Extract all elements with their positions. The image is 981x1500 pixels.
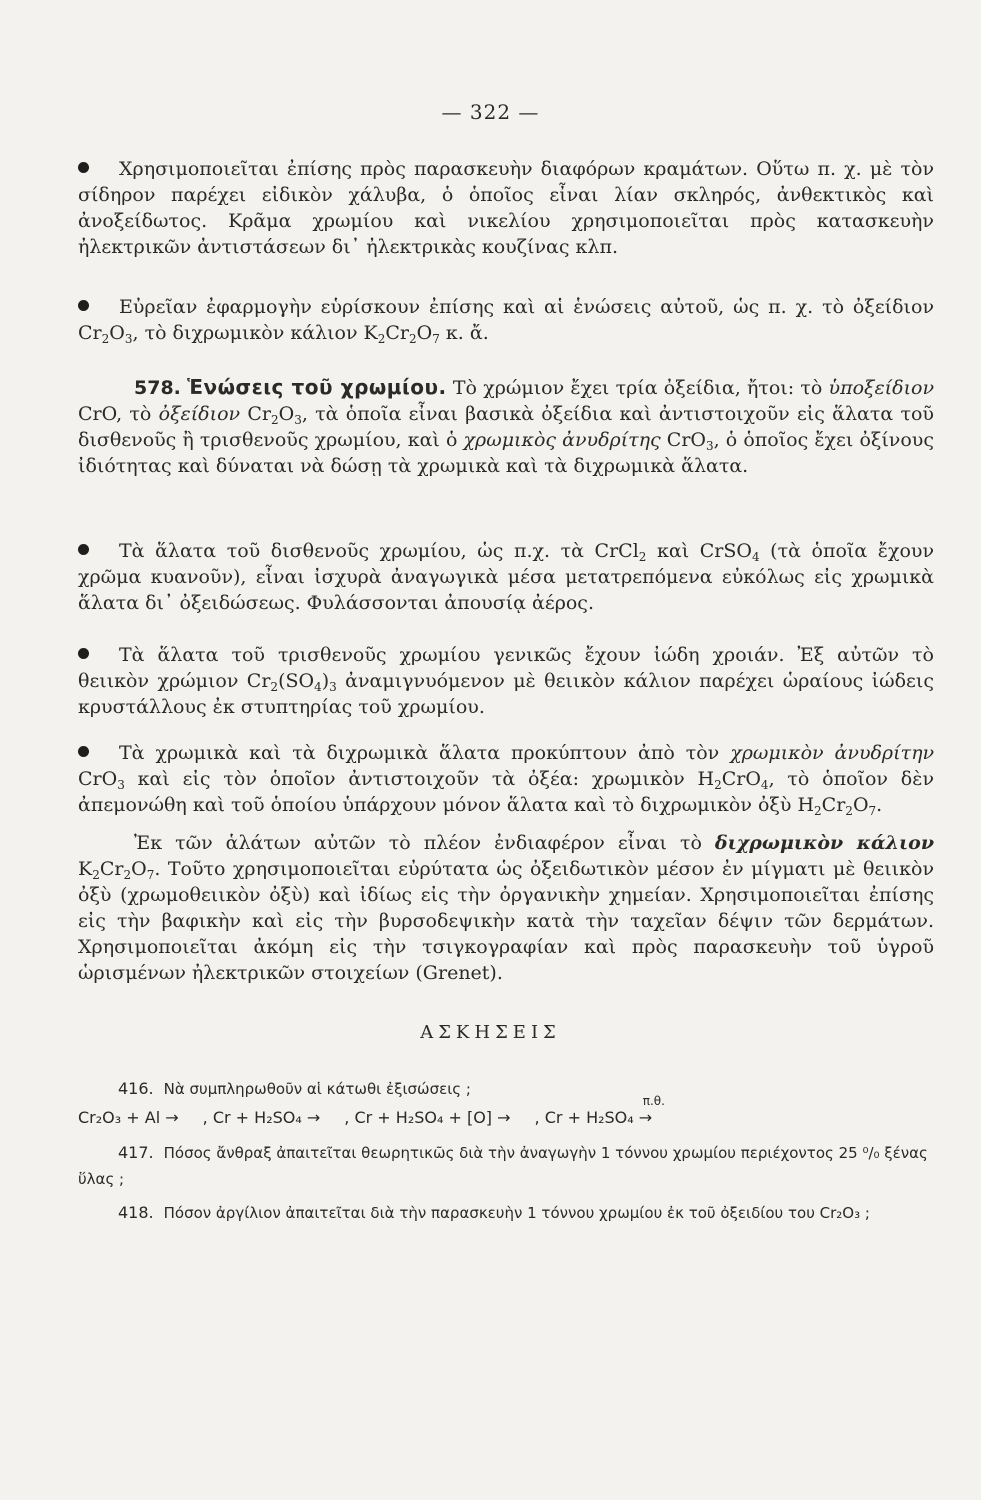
equation: Cr + H₂SO₄ π.θ. →	[544, 1094, 665, 1127]
bullet-icon	[78, 648, 89, 659]
equation: Cr₂O₃ + Al →	[78, 1108, 179, 1127]
section-heading: Ἑνώσεις τοῦ χρωμίου.	[187, 375, 447, 399]
paragraph-compounds: Εὐρεῖαν ἐφαρμογὴν εὑρίσκουν ἐπίσης καὶ αἱ ἑνώσεις αὐτοῦ, ὡς π. χ. τὸ ὀξείδιον $Cr_2O_3$, τὸ διχρωμικὸν κάλιον $K_2Cr_2O_7$ κ. ἄ.	[78, 296, 934, 346]
bullet-icon	[78, 746, 89, 757]
equation: Cr + H₂SO₄ →	[212, 1108, 321, 1127]
section-number: 578.	[134, 377, 181, 399]
paragraph-alloys: Χρησιμοποιεῖται ἐπίσης πρὸς παρασκευὴν διαφόρων κραμάτων. Οὕτω π. χ. μὲ τὸν σίδηρον παρέχει εἰδικὸν χάλυβα, ὁ ὁποῖος εἶναι λίαν σκληρός, ἀνθεκτικὸς καὶ ἀνοξείδωτος. Κρᾶμα χρωμίου καὶ νικελίου χρησιμοποιεῖται πρὸς κατασκευὴν ἠλεκτρικῶν ἀντιστάσεων δι᾽ ἠλεκτρικὰς κουζίνας κλπ.	[78, 158, 934, 258]
paragraph-divalent-salts: Τὰ ἅλατα τοῦ δισθενοῦς χρωμίου, ὡς π.χ. τὰ CrCl$_2$ καὶ CrSO$_4$ (τὰ ὁποῖα ἔχουν χρῶμα κυανοῦν), εἶναι ἰσχυρὰ ἀναγωγικὰ μέσα μετατρεπόμενα εὐκόλως εἰς χρωμικὰ ἅλατα δι᾽ ὀξειδώσεως. Φυλάσσονται ἀπουσίᾳ ἀέρος.	[78, 540, 934, 614]
paragraph-trivalent-salts: Τὰ ἅλατα τοῦ τρισθενοῦς χρωμίου γενικῶς ἔχουν ἰώδη χροιάν. Ἐξ αὐτῶν τὸ θειικὸν χρώμιον $Cr_2(SO_4)_3$ ἀναμιγνυόμενον μὲ θειικὸν κάλιον παρέχει ὡραίους ἰώδεις κρυστάλλους ἐκ στυπτηρίας τοῦ χρωμίου.	[78, 644, 934, 718]
equations-line: Cr₂O₃ + Al → , Cr + H₂SO₄ → , Cr + H₂SO₄ + [O] → , Cr + H₂SO₄ π.θ. →	[78, 1094, 665, 1127]
exercise-418: 418. Πόσον ἀργίλιον ἀπαιτεῖται διὰ τὴν παρασκευὴν 1 τόννου χρωμίου ἐκ τοῦ ὀξειδίου του Cr₂O₃ ;	[118, 1203, 870, 1222]
reaction-condition: π.θ.	[642, 1094, 665, 1108]
paragraph-potassium-dichromate: Ἐκ τῶν ἁλάτων αὐτῶν τὸ πλέον ἐνδιαφέρον εἶναι τὸ διχρωμικὸν κάλιον $K_2Cr_2O_7$. Τοῦτο χρησιμοποιεῖται εὐρύτατα ὡς ὀξειδωτικὸν μέσον ἐν μίγματι μὲ θειικὸν ὀξὺ (χρωμοθειικὸν ὀξὺ) καὶ ἰδίως εἰς τὴν ὀργανικὴν χημείαν. Χρησιμοποιεῖται ἐπίσης εἰς τὴν βαφικὴν καὶ εἰς τὴν βυρσοδεψικὴν κατὰ τὴν ταχεῖαν δέψιν τῶν δερμάτων. Χρησιμοποιεῖται ἀκόμη εἰς τὴν τσιγκογραφίαν καὶ πρὸς παρασκευὴν τοῦ ὑγροῦ ὡρισμένων ἠλεκτρικῶν στοιχείων (Grenet).	[78, 832, 935, 984]
bullet-icon	[78, 544, 89, 555]
section-578: 578. Ἑνώσεις τοῦ χρωμίου. Τὸ χρώμιον ἔχει τρία ὀξείδια, ἤτοι: τὸ ὑποξείδιον CrO, τὸ ὀξείδιον $Cr_2O_3$, τὰ ὁποῖα εἶναι βασικὰ ὀξείδια καὶ ἀντιστοιχοῦν εἰς ἅλατα τοῦ δισθενοῦς ἢ τρισθενοῦς χρωμίου, καὶ ὁ χρωμικὸς ἀνυδρίτης CrO$_3$, ὁ ὁποῖος ἔχει ὀξίνους ἰδιότητας καὶ δύναται νὰ δώσῃ τὰ χρωμικὰ καὶ τὰ διχρωμικὰ ἅλατα.	[78, 375, 935, 477]
exercise-417: 417. Πόσος ἄνθραξ ἀπαιτεῖται θεωρητικῶς διὰ τὴν ἀναγωγὴν 1 τόννου χρωμίου περιέχοντος 25 ⁰/₀ ξένας ὕλας ;	[78, 1143, 928, 1188]
equation: Cr + H₂SO₄ + [O] →	[354, 1108, 511, 1127]
bullet-icon	[78, 162, 89, 173]
exercises-title: ΑΣΚΗΣΕΙΣ	[420, 1022, 561, 1043]
paragraph-chromates: Τὰ χρωμικὰ καὶ τὰ διχρωμικὰ ἅλατα προκύπτουν ἀπὸ τὸν χρωμικὸν ἀνυδρίτην CrO$_3$ καὶ εἰς τὸν ὁποῖον ἀντιστοιχοῦν τὰ ὀξέα: χρωμικὸν $H_2CrO_4$, τὸ ὁποῖον δὲν ἀπεμονώθη καὶ τοῦ ὁποίου ὑπάρχουν μόνον ἅλατα καὶ τὸ διχρωμικὸν ὀξὺ $H_2Cr_2O_7$.	[78, 742, 934, 818]
exercise-416: 416. Νὰ συμπληρωθοῦν αἱ κάτωθι ἐξισώσεις ;	[118, 1079, 471, 1098]
page-number: — 322 —	[441, 100, 540, 124]
bullet-icon	[78, 300, 89, 311]
